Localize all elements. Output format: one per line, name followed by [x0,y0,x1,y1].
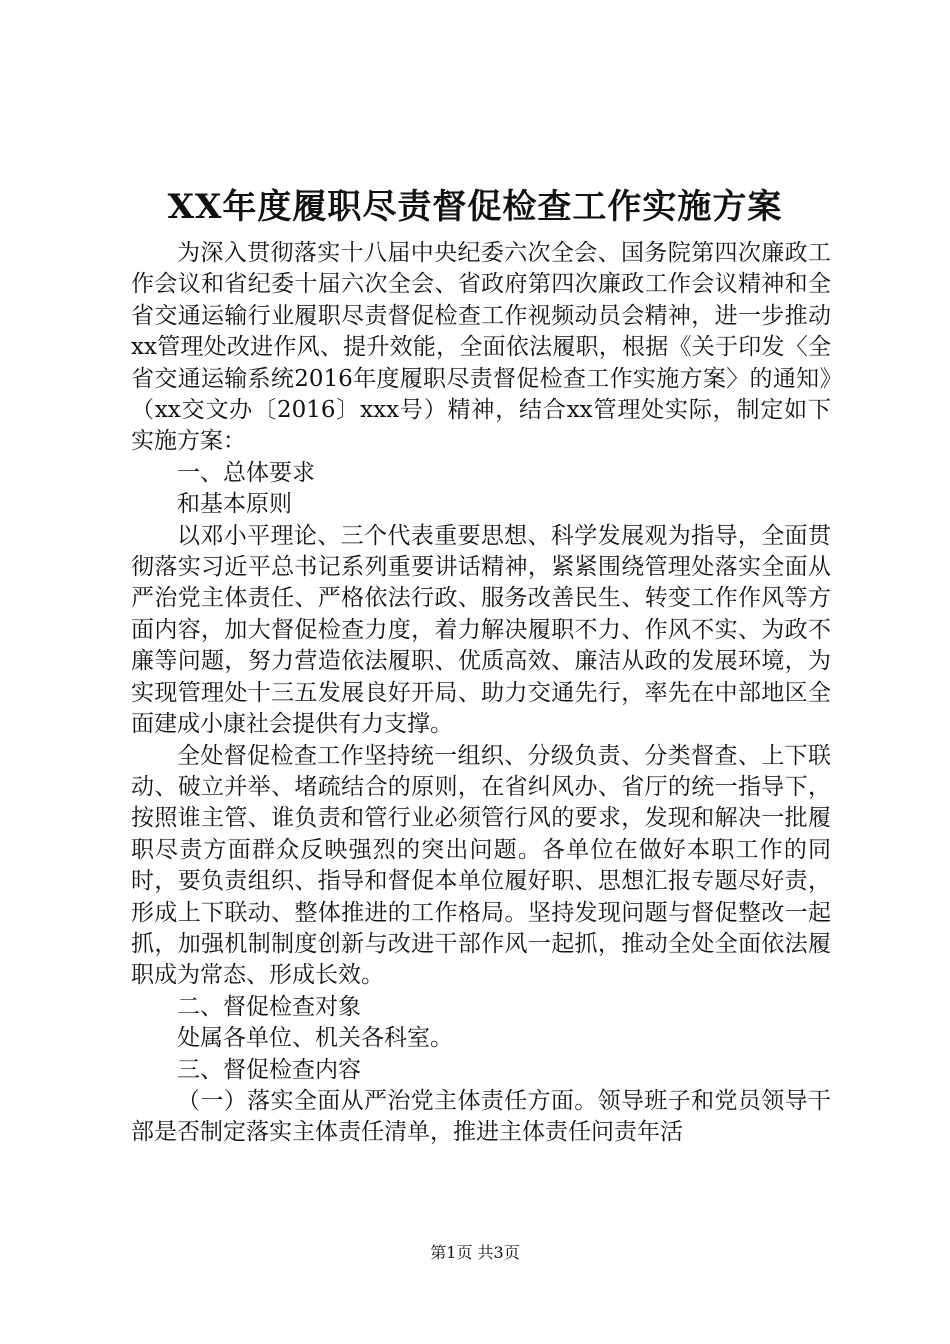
section-heading-inspection-content: 三、督促检查内容 [177,1056,361,1083]
section-heading-basic-principles: 和基本原则 [177,491,292,518]
paragraph-inspection-content-1: （一）落实全面从严治党主体责任方面。领导班子和党员领导干部是否制定落实主体责任清单，推进主体责任问责年活 [131,1087,831,1146]
section-heading-general-requirements: 一、总体要求 [177,459,315,486]
document-body [131,238,831,1149]
paragraph-principles: 全处督促检查工作坚持统一组织、分级负责、分类督查、上下联动、破立并举、堵疏结合的原则，在省纠风办、省厅的统一指导下，按照谁主管、谁负责和管行业必须管行风的要求，发现和解决一批履职尽责方面群众反映强烈的突出问题。各单位在做好本职工作的同时，要负责组织、指导和督促本单位履好职、思想汇报专题尽好责，形成上下联动、整体推进的工作格局。坚持发现问题与督促整改一起抓，加强机制制度创新与改进干部作风一起抓，推动全处全面依法履职成为常态、形成长效。 [131,742,831,989]
page-footer: 第1页 共3页 [430,1243,520,1262]
paragraph-guiding-ideology: 以邓小平理论、三个代表重要思想、科学发展观为指导，全面贯彻落实习近平总书记系列重要讲话精神，紧紧围绕管理处落实全面从严治党主体责任、严格依法行政、服务改善民生、转变工作作风等方面内容，加大督促检查力度，着力解决履职不力、作风不实、为政不廉等问题，努力营造依法履职、优质高效、廉洁从政的发展环境，为实现管理处十三五发展良好开局、助力交通先行，率先在中部地区全面建成小康社会提供有力支撑。 [131,522,831,738]
paragraph-inspection-targets: 处属各单位、机关各科室。 [177,1025,453,1052]
document-title: XX年度履职尽责督促检查工作实施方案 [167,187,783,227]
paragraph-intro: 为深入贯彻落实十八届中央纪委六次全会、国务院第四次廉政工作会议和省纪委十届六次全会、省政府第四次廉政工作会议精神和全省交通运输行业履职尽责督促检查工作视频动员会精神，进一步推动xx管理处改进作风、提升效能，全面依法履职，根据《关于印发〈全省交通运输系统2016年度履职尽责督促检查工作实施方案〉的通知》（xx交文办〔2016〕xxx号）精神，结合xx管理处实际，制定如下实施方案： [131,240,831,455]
section-heading-inspection-targets: 二、督促检查对象 [177,993,361,1020]
